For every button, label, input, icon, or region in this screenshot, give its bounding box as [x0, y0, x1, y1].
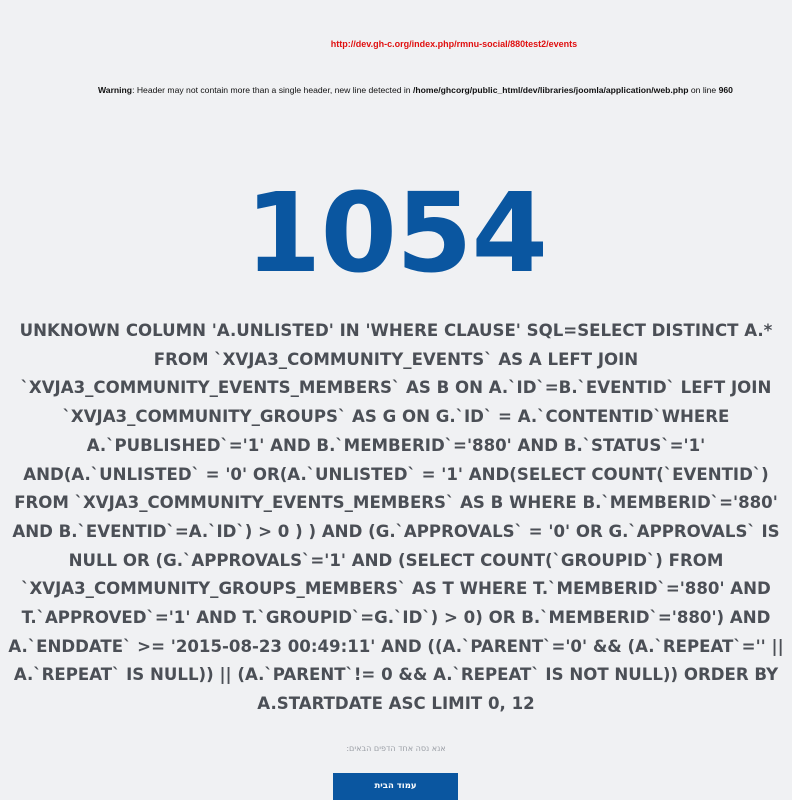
php-warning — [98, 85, 733, 95]
home-page-button[interactable]: עמוד הבית — [333, 773, 458, 800]
error-code: 1054 — [244, 169, 548, 297]
hint-text: אנא נסה אחד הדפים הבאים: — [346, 744, 446, 753]
warning-line-text: on line — [688, 85, 719, 95]
warning-file-path: /home/ghcorg/public_html/dev/libraries/joomla/application/web.php — [412, 85, 689, 95]
error-message: UNKNOWN COLUMN 'A.UNLISTED' IN 'WHERE CLAUSE' SQL=SELECT DISTINCT A.* FROM `XVJA3_COMMUNITY_EVENTS` AS A LEFT JOIN `XVJA3_COMMUNITY_EVENTS_MEMBERS` AS B ON A.`ID`=B.`EVENTID` LEFT JOIN `XVJA3_COMMUNITY_GROUPS` AS G ON G.`ID` = A.`CONTENTID`WHERE A.`PUBLISHED`='1' AND B.`MEMBERID`='880' AND B.`STATUS`='1' AND(A.`UNLISTED` = '0' OR(A.`UNLISTED` = '1' AND(SELECT COUNT(`EVENTID`) FROM `XVJA3_COMMUNITY_EVENTS_MEMBERS` AS B WHERE B.`MEMBERID`='880' AND B.`EVENTID`=A.`ID`) > 0 ) ) AND (G.`APPROVALS` = '0' OR G.`APPROVALS` IS NULL OR (G.`APPROVALS`='1' AND (SELECT COUNT(`GROUPID`) FROM `XVJA3_COMMUNITY_GROUPS_MEMBERS` AS T WHERE T.`MEMBERID`='880' AND T.`APPROVED`='1' AND T.`GROUPID`=G.`ID`) > 0) OR B.`MEMBERID`='880') AND A.`ENDDATE` >= '2015-08-23 00:49:11' AND ((A.`PARENT`='0' && (A.`REPEAT`='' || A.`REPEAT` IS NULL)) || (A.`PARENT`!= 0 && A.`REPEAT` IS NOT NULL)) ORDER BY A.STARTDATE ASC LIMIT 0, 12 — [8, 321, 784, 714]
warning-line-number: 960 — [718, 85, 733, 95]
warning-label: Warning — [98, 85, 133, 95]
warning-message: : Header may not contain more than a single header, new line detected in — [132, 85, 413, 95]
redirect-url-text: http://dev.gh-c.org/index.php/rmnu-social/880test2/events — [330, 39, 578, 49]
